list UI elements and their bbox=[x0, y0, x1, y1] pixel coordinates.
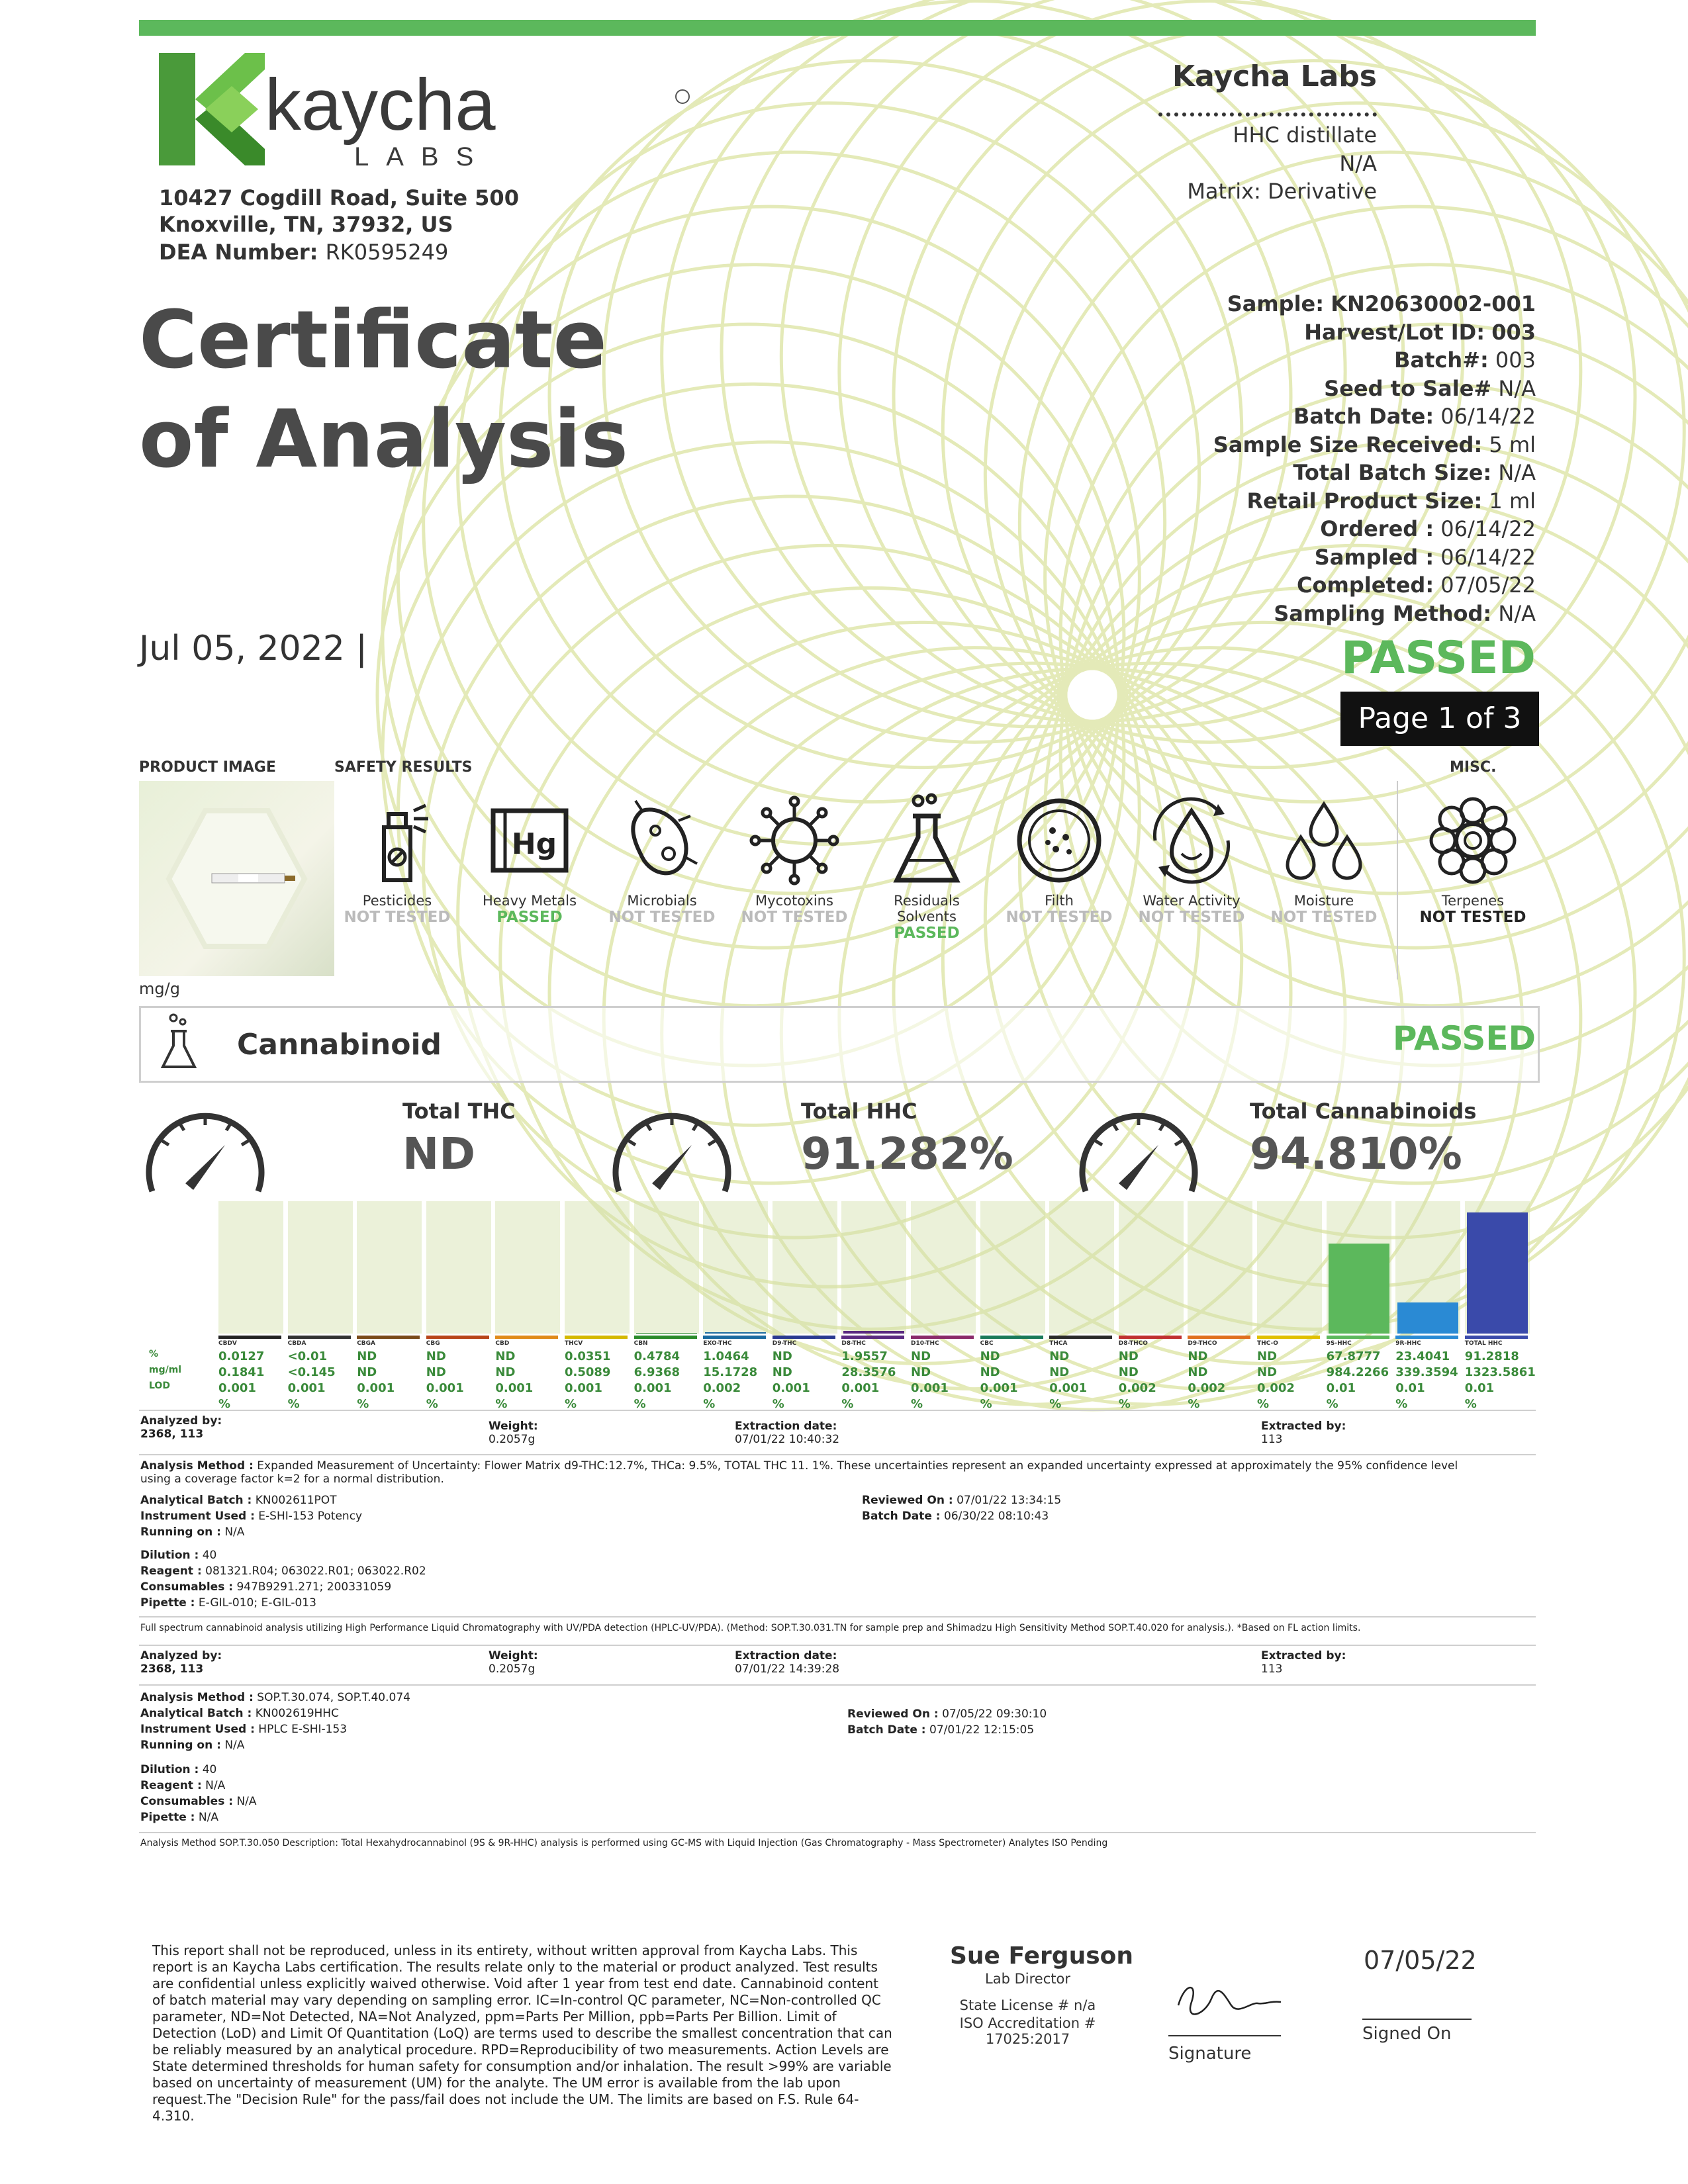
handwritten-signature bbox=[1172, 1976, 1284, 2022]
chart-value-percent: ND bbox=[1049, 1349, 1070, 1363]
chart-value-lod: 0.002 bbox=[1118, 1381, 1156, 1395]
cannabinoid-flask-icon bbox=[159, 1013, 199, 1072]
analysis1-extracted-by: Extracted by: 113 bbox=[1261, 1420, 1346, 1446]
chart-value-mg_ml: 0.5089 bbox=[565, 1365, 611, 1379]
sample-info-label: Seed to Sale# bbox=[1324, 375, 1492, 401]
total-cannabinoids-label: Total Cannabinoids bbox=[1250, 1099, 1477, 1124]
row-label-mgml: mg/ml bbox=[149, 1365, 182, 1375]
chart-lod-unit: % bbox=[357, 1397, 369, 1411]
sample-info-label: Total Batch Size: bbox=[1293, 460, 1492, 485]
misc-divider bbox=[1397, 781, 1398, 979]
chart-value-mg_ml: ND bbox=[1118, 1365, 1139, 1379]
chart-lod-unit: % bbox=[911, 1397, 923, 1411]
total-thc-label: Total THC bbox=[402, 1099, 516, 1124]
chart-category-label: CBD bbox=[495, 1336, 558, 1347]
chart-lod-unit: % bbox=[1257, 1397, 1270, 1411]
safety-name: Heavy Metals bbox=[482, 893, 577, 909]
dea-value: RK0595249 bbox=[325, 240, 449, 265]
cannabinoid-title: Cannabinoid bbox=[237, 1028, 442, 1062]
sample-info-row bbox=[1213, 571, 1536, 600]
chart-value-lod: 0.001 bbox=[426, 1381, 464, 1395]
overall-status: PASSED bbox=[1340, 632, 1536, 684]
chart-value-lod: 0.002 bbox=[703, 1381, 741, 1395]
chart-column bbox=[1188, 1201, 1252, 1334]
sample-info-value: 07/05/22 bbox=[1440, 572, 1536, 598]
analysis2-review: Reviewed On : 07/05/22 09:30:10 Batch Date : 07/01/22 12:15:05 bbox=[847, 1707, 1047, 1737]
sample-info-value: N/A bbox=[1498, 375, 1536, 401]
chart-column bbox=[1257, 1201, 1322, 1334]
signature-label: Signature bbox=[1168, 2044, 1252, 2064]
registered-mark-icon bbox=[675, 89, 690, 104]
gauge-hhc-icon bbox=[606, 1099, 738, 1198]
sample-info-value: N/A bbox=[1498, 600, 1536, 626]
sample-info-label: Sampling Method: bbox=[1274, 600, 1492, 626]
chart-value-percent: ND bbox=[1257, 1349, 1278, 1363]
sample-info-value: 06/14/22 bbox=[1440, 516, 1536, 541]
chart-category-label: TOTAL HHC bbox=[1465, 1336, 1528, 1347]
chart-category-label: CBGA bbox=[357, 1336, 420, 1347]
chart-value-lod: 0.01 bbox=[1395, 1381, 1425, 1395]
gauge-thc-icon bbox=[139, 1099, 271, 1198]
safety-status: PASSED bbox=[496, 909, 563, 926]
analysis2-extracted-by: Extracted by: 113 bbox=[1261, 1649, 1346, 1676]
chart-value-lod: 0.002 bbox=[1188, 1381, 1226, 1395]
safety-item-heavy-metals bbox=[467, 791, 592, 926]
chart-category-label: CBG bbox=[426, 1336, 489, 1347]
chart-column bbox=[565, 1201, 630, 1334]
petri-dish-icon bbox=[1009, 791, 1109, 890]
safety-name: Water Activity bbox=[1143, 893, 1241, 909]
safety-status: NOT TESTED bbox=[344, 909, 451, 926]
chart-column bbox=[703, 1201, 768, 1334]
safety-item-terpenes bbox=[1410, 791, 1536, 926]
chart-value-mg_ml: ND bbox=[357, 1365, 377, 1379]
analysis1-note: Full spectrum cannabinoid analysis utilizing High Performance Liquid Chromatography with UV/PDA detection (HPLC-UV/PDA). (Method: SOP.T.30.031.TN for sample prep and Shimadzu High Sensitivity Method SOP.T.40.020 for analysis.). *Based on FL action limits. bbox=[140, 1623, 1361, 1633]
sample-info-row bbox=[1213, 318, 1536, 347]
chart-value-mg_ml: 0.1841 bbox=[218, 1365, 265, 1379]
analysis1-details: Analytical Batch : KN002611POT Instrument Used : E-SHI-153 Potency Running on : N/A bbox=[140, 1494, 363, 1539]
chart-lod-unit: % bbox=[1049, 1397, 1062, 1411]
total-hhc-label: Total HHC bbox=[801, 1099, 917, 1124]
chart-value-lod: 0.001 bbox=[287, 1381, 326, 1395]
analysis1-method: Analysis Method : Expanded Measurement of Uncertainty: Flower Matrix d9-THC:12.7%, THCa: 9.5%, TOTAL THC 11. 1%. These uncertainties represent an expanded uncertainty expressed at approximately the 95% confidence level using a coverage factor k=2 for a normal distribution. bbox=[140, 1459, 1458, 1486]
safety-status: NOT TESTED bbox=[1419, 909, 1526, 926]
analysis1-weight: Weight: 0.2057g bbox=[489, 1420, 538, 1446]
disclaimer-text: This report shall not be reproduced, unless in its entirety, without written approval from Kaycha Labs. This report is an Kaycha Labs certification. The results relate only to the material or product analyzed. Test results are confidential unless explicitly waived otherwise. Void after 1 year from test end date. Cannabinoid content of batch material may vary depending on sampling error. IC=In-control QC parameter, NC=Non-controlled QC parameter, ND=Not Detected, NA=Not Analyzed, ppm=Parts Per Million, ppb=Parts Per Billion. Limit of Detection (LoD) and Limit Of Quantitation (LoQ) are terms used to describe the smallest concentration that can be reliably measured by an analytical procedure. RPD=Reproducibility of two measurements. Action Levels are State determined thresholds for human safety for consumption and/or inhalation. The result >99% are variable based on uncertainty of measurement (UM) for the analyte. The UM error is available from the lab upon request.The "Decision Rule" for the pass/fail does not include the UM. The limits are based on F.S. Rule 64-4.310. bbox=[152, 1942, 892, 2124]
sample-info-label: Batch#: bbox=[1394, 347, 1489, 373]
logo-wordmark: kaycha bbox=[265, 64, 496, 146]
chart-lod-unit: % bbox=[495, 1397, 508, 1411]
safety-name: Mycotoxins bbox=[755, 893, 833, 909]
signature-line bbox=[1168, 2035, 1281, 2036]
analysis1-extraction-date: Extraction date: 07/01/22 10:40:32 bbox=[735, 1420, 840, 1446]
sample-info-row bbox=[1213, 600, 1536, 628]
analysis1-note-separator bbox=[139, 1616, 1536, 1617]
safety-status: NOT TESTED bbox=[741, 909, 848, 926]
chart-column bbox=[1119, 1201, 1184, 1334]
chart-category-label: THCA bbox=[1049, 1336, 1112, 1347]
sample-info-label: Harvest/Lot ID: bbox=[1304, 319, 1485, 345]
row-label-lod: LOD bbox=[149, 1381, 170, 1391]
chart-category-label: 9S-HHC bbox=[1327, 1336, 1389, 1347]
chart-value-lod: 0.01 bbox=[1326, 1381, 1356, 1395]
chart-value-mg_ml: 28.3576 bbox=[841, 1365, 896, 1379]
chart-category-label: D9-THC bbox=[773, 1336, 835, 1347]
chart-category-label: CBDA bbox=[288, 1336, 351, 1347]
chart-value-lod: 0.001 bbox=[841, 1381, 880, 1395]
chart-value-lod: 0.001 bbox=[980, 1381, 1018, 1395]
signed-on-label: Signed On bbox=[1362, 2024, 1452, 2044]
chart-lod-unit: % bbox=[1395, 1397, 1408, 1411]
lab-name: Kaycha Labs bbox=[1172, 60, 1377, 93]
chart-category-label: 9R-HHC bbox=[1395, 1336, 1458, 1347]
chart-value-percent: 1.9557 bbox=[841, 1349, 888, 1363]
chart-value-percent: ND bbox=[426, 1349, 446, 1363]
safety-item-moisture bbox=[1261, 791, 1387, 926]
safety-name: Filth bbox=[1045, 893, 1074, 909]
chart-value-mg_ml: <0.145 bbox=[287, 1365, 336, 1379]
sample-info-value: N/A bbox=[1498, 460, 1536, 485]
chart-value-mg_ml: ND bbox=[911, 1365, 931, 1379]
chart-value-lod: 0.002 bbox=[1257, 1381, 1295, 1395]
chart-lod-unit: % bbox=[1464, 1397, 1477, 1411]
safety-name: Terpenes bbox=[1441, 893, 1505, 909]
chart-value-mg_ml: ND bbox=[772, 1365, 792, 1379]
sample-info-value: KN20630002-001 bbox=[1331, 291, 1536, 316]
sample-info-label: Completed: bbox=[1297, 572, 1434, 598]
chart-lod-unit: % bbox=[772, 1397, 784, 1411]
sample-info-value: 5 ml bbox=[1489, 432, 1536, 457]
chart-value-mg_ml: ND bbox=[1049, 1365, 1070, 1379]
analysis2-top-separator bbox=[139, 1645, 1536, 1646]
analysis2-note-separator bbox=[139, 1832, 1536, 1833]
gauge-total-cannabinoids-icon bbox=[1072, 1099, 1205, 1198]
svg-text:Hg: Hg bbox=[511, 827, 557, 861]
chart-value-mg_ml: ND bbox=[1257, 1365, 1278, 1379]
mycotoxin-icon bbox=[745, 791, 844, 890]
safety-name: Moisture bbox=[1293, 893, 1354, 909]
chart-lod-unit: % bbox=[1118, 1397, 1131, 1411]
kaycha-logo-icon bbox=[159, 53, 265, 165]
chart-column bbox=[773, 1201, 837, 1334]
water-activity-icon bbox=[1142, 791, 1241, 890]
sample-info-value: 003 bbox=[1491, 319, 1536, 345]
analysis2-note: Analysis Method SOP.T.30.050 Description: Total Hexahydrocannabinol (9S & 9R-HHC) analysis is performed using GC-MS with Liquid Injection (Gas Chromatography - Mass Spectrometer) Analytes ISO Pending bbox=[140, 1838, 1108, 1848]
chart-bar bbox=[1397, 1302, 1458, 1334]
unit-label: mg/g bbox=[139, 979, 180, 998]
sample-info-row bbox=[1213, 543, 1536, 572]
chart-bar bbox=[636, 1333, 697, 1334]
chart-value-percent: 0.0351 bbox=[565, 1349, 611, 1363]
sample-info-label: Sample: bbox=[1227, 291, 1325, 316]
moisture-drops-icon bbox=[1274, 791, 1374, 890]
signed-date: 07/05/22 bbox=[1364, 1946, 1477, 1975]
row-label-percent: % bbox=[149, 1349, 159, 1359]
product-name: HHC distillate bbox=[1233, 122, 1377, 148]
safety-name: Microbials bbox=[627, 893, 697, 909]
chart-category-label: CBN bbox=[634, 1336, 697, 1347]
chart-column bbox=[357, 1201, 422, 1334]
flask-icon bbox=[877, 791, 976, 890]
sample-info-label: Sample Size Received: bbox=[1213, 432, 1483, 457]
analysis2-separator bbox=[139, 1684, 1536, 1686]
logo-sub: LABS bbox=[354, 142, 491, 171]
analysis2-analyzed-by: Analyzed by: 2368, 113 bbox=[140, 1649, 222, 1676]
terpene-flower-icon bbox=[1423, 791, 1523, 890]
sample-info-row bbox=[1213, 375, 1536, 403]
chart-category-label: D10-THC bbox=[911, 1336, 974, 1347]
chart-value-mg_ml: ND bbox=[1188, 1365, 1208, 1379]
chart-value-percent: ND bbox=[1118, 1349, 1139, 1363]
chart-value-mg_ml: 984.2266 bbox=[1326, 1365, 1389, 1379]
total-cannabinoids-value: 94.810% bbox=[1250, 1128, 1462, 1179]
chart-category-label: THC-O bbox=[1257, 1336, 1320, 1347]
chart-column bbox=[841, 1201, 906, 1334]
title-line1: Certificate bbox=[139, 295, 607, 387]
chart-lod-unit: % bbox=[703, 1397, 716, 1411]
analysis2-extraction-date: Extraction date: 07/01/22 14:39:28 bbox=[735, 1649, 840, 1676]
chart-category-label: EXO-THC bbox=[703, 1336, 766, 1347]
chart-lod-unit: % bbox=[633, 1397, 646, 1411]
chart-value-percent: 0.0127 bbox=[218, 1349, 265, 1363]
chart-value-mg_ml: ND bbox=[426, 1365, 446, 1379]
chart-bar bbox=[1329, 1244, 1389, 1334]
chart-bar bbox=[843, 1331, 904, 1334]
analysis2-reagents: Dilution : 40 Reagent : N/A Consumables : N/A Pipette : N/A bbox=[140, 1763, 257, 1824]
chart-lod-unit: % bbox=[1326, 1397, 1338, 1411]
iso-accreditation: ISO Accreditation # 17025:2017 bbox=[959, 2015, 1096, 2047]
sample-info-row bbox=[1213, 290, 1536, 318]
sample-info-list bbox=[1213, 290, 1536, 627]
chart-value-lod: 0.001 bbox=[357, 1381, 395, 1395]
microbe-icon bbox=[612, 791, 712, 890]
chart-value-mg_ml: ND bbox=[980, 1365, 1000, 1379]
chart-value-lod: 0.001 bbox=[1049, 1381, 1088, 1395]
misc-label: MISC. bbox=[1450, 759, 1497, 776]
chart-category-label: THCV bbox=[565, 1336, 628, 1347]
sample-info-row bbox=[1213, 515, 1536, 543]
chart-lod-unit: % bbox=[426, 1397, 438, 1411]
analysis2-weight: Weight: 0.2057g bbox=[489, 1649, 538, 1676]
chart-value-percent: 0.4784 bbox=[633, 1349, 680, 1363]
safety-name: Pesticides bbox=[362, 893, 432, 909]
safety-item-mycotoxins bbox=[731, 791, 857, 926]
chart-column bbox=[980, 1201, 1045, 1334]
signer-title: Lab Director bbox=[985, 1971, 1070, 1987]
chart-value-lod: 0.001 bbox=[218, 1381, 256, 1395]
safety-item-pesticides bbox=[334, 791, 460, 926]
cannabinoid-status: PASSED bbox=[1392, 1019, 1536, 1058]
dea-label: DEA Number: bbox=[159, 240, 318, 265]
chart-lod-unit: % bbox=[980, 1397, 992, 1411]
chart-category-label: D9-THCO bbox=[1188, 1336, 1250, 1347]
chart-value-mg_ml: 339.3594 bbox=[1395, 1365, 1458, 1379]
chart-value-percent: ND bbox=[911, 1349, 931, 1363]
title-line2: of Analysis bbox=[139, 394, 629, 486]
total-thc-value: ND bbox=[402, 1128, 476, 1179]
sample-info-value: 1 ml bbox=[1489, 488, 1536, 514]
safety-item-residuals-solvents bbox=[864, 791, 990, 942]
safety-item-microbials bbox=[599, 791, 725, 926]
safety-results-label: SAFETY RESULTS bbox=[334, 759, 473, 776]
chart-value-lod: 0.01 bbox=[1464, 1381, 1495, 1395]
chart-lod-unit: % bbox=[287, 1397, 300, 1411]
chart-category-label: D8-THC bbox=[841, 1336, 904, 1347]
sample-info-row bbox=[1213, 431, 1536, 459]
pesticide-sprayer-icon bbox=[348, 791, 447, 890]
chart-value-percent: ND bbox=[1188, 1349, 1208, 1363]
safety-status: PASSED bbox=[894, 925, 960, 942]
chart-column bbox=[634, 1201, 699, 1334]
product-image-label: PRODUCT IMAGE bbox=[139, 759, 276, 776]
chart-category-label: D8-THCO bbox=[1119, 1336, 1182, 1347]
chart-value-mg_ml: 1323.5861 bbox=[1464, 1365, 1536, 1379]
safety-status: NOT TESTED bbox=[608, 909, 716, 926]
chart-value-lod: 0.001 bbox=[495, 1381, 534, 1395]
product-strain: N/A bbox=[1339, 151, 1377, 176]
chart-column bbox=[495, 1201, 560, 1334]
sample-info-row bbox=[1213, 487, 1536, 516]
chart-lod-unit: % bbox=[565, 1397, 577, 1411]
chart-separator bbox=[139, 1410, 1536, 1411]
sample-info-row bbox=[1213, 459, 1536, 487]
chart-value-mg_ml: ND bbox=[495, 1365, 516, 1379]
page-indicator: Page 1 of 3 bbox=[1340, 692, 1539, 746]
safety-status: NOT TESTED bbox=[1006, 909, 1113, 926]
chart-value-mg_ml: 15.1728 bbox=[703, 1365, 758, 1379]
safety-item-water-activity bbox=[1129, 791, 1254, 926]
chart-bar bbox=[1467, 1212, 1528, 1334]
analysis1-review: Reviewed On : 07/01/22 13:34:15 Batch Date : 06/30/22 08:10:43 bbox=[862, 1494, 1062, 1523]
analysis1-reagents: Dilution : 40 Reagent : 081321.R04; 063022.R01; 063022.R02 Consumables : 947B9291.271; 200331059 Pipette : E-GIL-010; E-GIL-013 bbox=[140, 1549, 426, 1610]
chart-value-percent: 1.0464 bbox=[703, 1349, 749, 1363]
report-date: Jul 05, 2022 | bbox=[139, 629, 367, 668]
chart-value-percent: ND bbox=[357, 1349, 377, 1363]
sample-info-value: 06/14/22 bbox=[1440, 404, 1536, 429]
total-hhc-value: 91.282% bbox=[801, 1128, 1013, 1179]
chart-lod-unit: % bbox=[841, 1397, 854, 1411]
chart-column bbox=[426, 1201, 491, 1334]
sample-info-label: Batch Date: bbox=[1293, 404, 1434, 429]
product-image bbox=[139, 781, 334, 976]
chart-value-mg_ml: 6.9368 bbox=[633, 1365, 680, 1379]
chart-bar bbox=[705, 1332, 766, 1334]
product-matrix: Matrix: Derivative bbox=[1187, 179, 1377, 204]
safety-status: NOT TESTED bbox=[1270, 909, 1378, 926]
chart-value-percent: ND bbox=[495, 1349, 516, 1363]
address-line1: 10427 Cogdill Road, Suite 500 bbox=[159, 185, 519, 210]
chart-value-percent: ND bbox=[980, 1349, 1000, 1363]
top-green-bar bbox=[139, 20, 1536, 36]
chart-value-lod: 0.001 bbox=[772, 1381, 810, 1395]
safety-item-filth bbox=[996, 791, 1122, 926]
signed-on-line bbox=[1362, 2019, 1472, 2020]
chart-category-label: CBDV bbox=[218, 1336, 281, 1347]
sample-info-label: Retail Product Size: bbox=[1246, 488, 1483, 514]
sample-info-value: 003 bbox=[1495, 347, 1536, 373]
chart-value-percent: ND bbox=[772, 1349, 792, 1363]
analysis2-details: Analysis Method : SOP.T.30.074, SOP.T.40.074 Analytical Batch : KN002619HHC Instrument Used : HPLC E-SHI-153 Running on : N/A bbox=[140, 1691, 410, 1752]
safety-name: Residuals Solvents bbox=[894, 893, 960, 925]
chart-value-percent: 23.4041 bbox=[1395, 1349, 1450, 1363]
sample-info-value: 06/14/22 bbox=[1440, 544, 1536, 570]
signer-name: Sue Ferguson bbox=[950, 1942, 1133, 1970]
chart-column bbox=[1049, 1201, 1114, 1334]
chart-column bbox=[911, 1201, 976, 1334]
chart-value-lod: 0.001 bbox=[633, 1381, 672, 1395]
chart-category-label: CBC bbox=[980, 1336, 1043, 1347]
safety-status: NOT TESTED bbox=[1138, 909, 1245, 926]
sample-info-row bbox=[1213, 402, 1536, 431]
dotted-divider bbox=[1158, 113, 1377, 116]
chart-value-percent: 67.8777 bbox=[1326, 1349, 1381, 1363]
chart-value-lod: 0.001 bbox=[911, 1381, 949, 1395]
heavy-metals-icon bbox=[480, 791, 579, 890]
chart-value-lod: 0.001 bbox=[565, 1381, 602, 1395]
chart-value-percent: 91.2818 bbox=[1464, 1349, 1519, 1363]
sample-info-row bbox=[1213, 346, 1536, 375]
state-license: State License # n/a bbox=[959, 1997, 1096, 2013]
analysis1-analyzed-by: Analyzed by: 2368, 113 bbox=[140, 1414, 222, 1441]
chart-column bbox=[218, 1201, 283, 1334]
chart-lod-unit: % bbox=[1188, 1397, 1200, 1411]
address-line2: Knoxville, TN, 37932, US bbox=[159, 212, 453, 237]
sample-info-label: Ordered : bbox=[1320, 516, 1434, 541]
chart-column bbox=[288, 1201, 353, 1334]
sample-info-label: Sampled : bbox=[1314, 544, 1434, 570]
dea-number bbox=[159, 240, 448, 265]
chart-lod-unit: % bbox=[218, 1397, 231, 1411]
chart-value-percent: <0.01 bbox=[287, 1349, 328, 1363]
analysis1-separator bbox=[139, 1454, 1536, 1455]
